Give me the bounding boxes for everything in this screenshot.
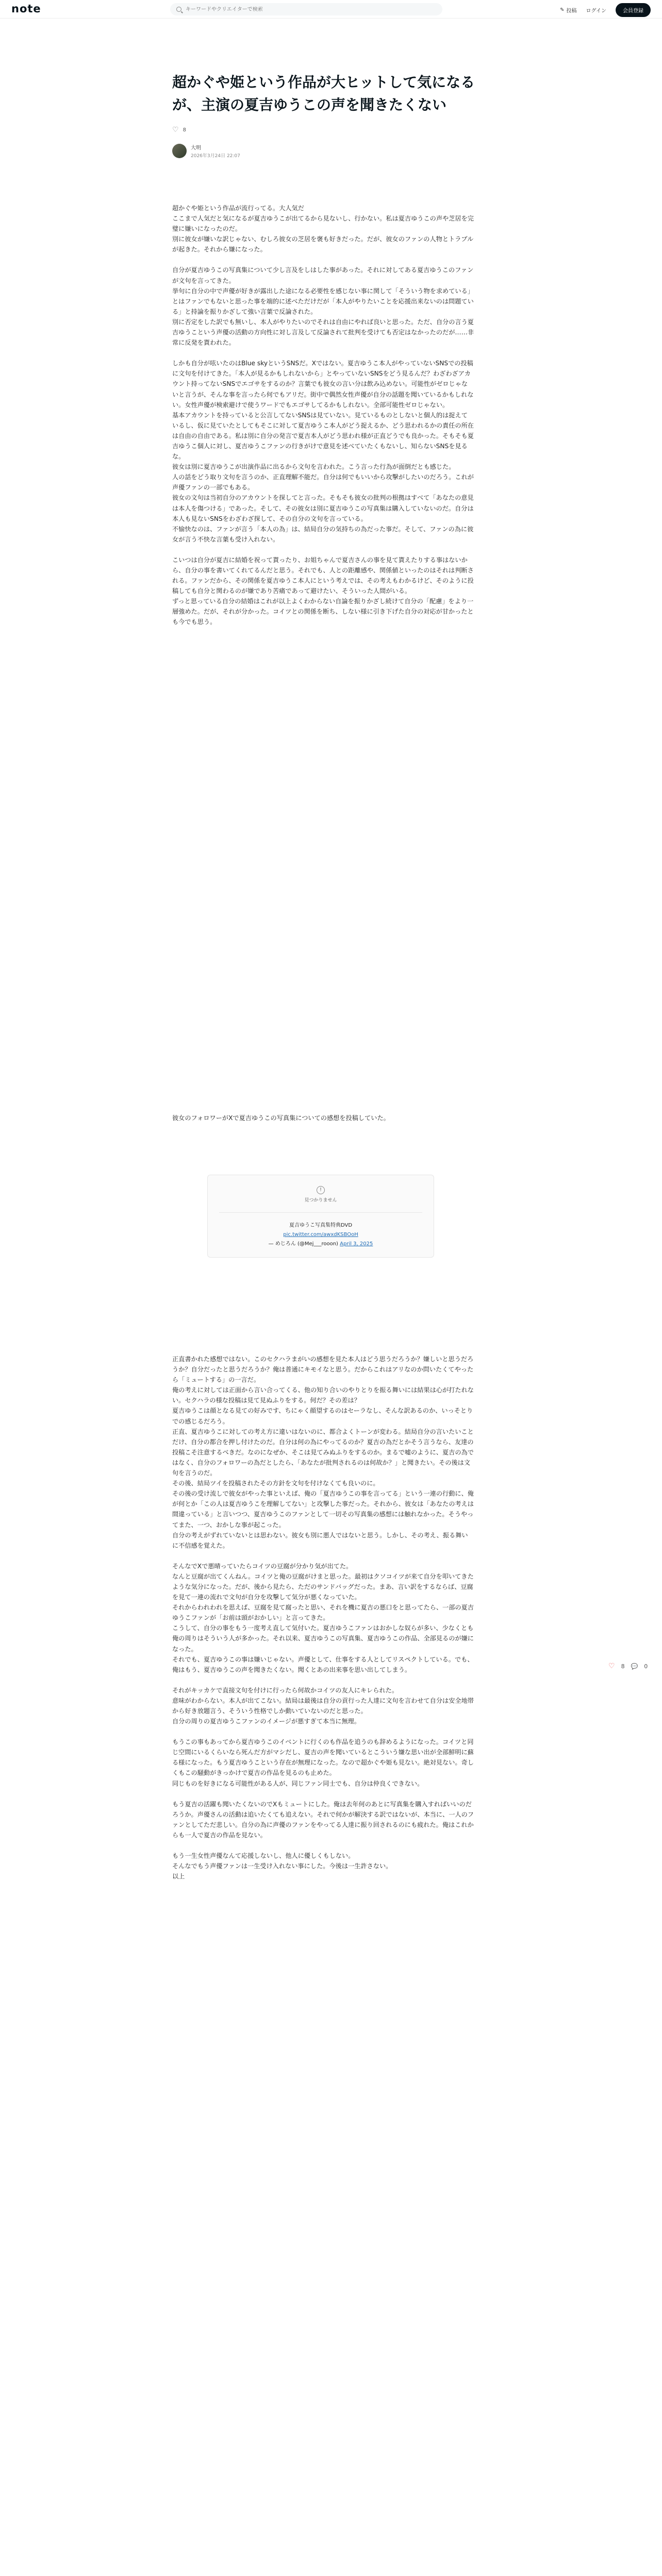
author-row (172, 143, 240, 159)
tweet-warning: 見つかりません (304, 1198, 337, 1203)
post-link[interactable] (560, 6, 576, 14)
tweet-pic-link[interactable]: pic.twitter.com/awxdKSBOoH (283, 1232, 358, 1238)
search-icon (176, 7, 181, 12)
article-body-1 (172, 203, 474, 638)
note-logo[interactable]: note (11, 3, 41, 15)
article-body-3 (172, 1354, 474, 1892)
paragraph: もう夏吉の活躍も聞いたくないのでXもミュートにした。俺は去年何のあとに写真集を購入すればいいのだろうか。声優さんの活動は追いたくても追えない。それで何かが解決する訳ではないが、本当に、一人のファンとしてただ悲しい。自分の為に声優のファンをやってる人達に振り回されるのにも疲れた。俺はこれからも一人で夏吉の作品を見ない。 (172, 1800, 474, 1839)
tweet-text: 夏吉ゆうこ写真集特典DVD (289, 1223, 353, 1228)
float-comment-count: 0 (644, 1663, 648, 1670)
comment-icon[interactable]: 💬 (631, 1663, 638, 1670)
paragraph: もう一生女性声優なんて応援しないし、他人に優しくもしない。 そんなでもう声優ファンは一生受け入れない事にした。今後は一生許さない。 以上 (172, 1852, 392, 1880)
warning-icon: ! (317, 1186, 325, 1194)
heart-icon[interactable]: ♡ (172, 126, 179, 134)
login-link[interactable]: ログイン (586, 8, 606, 14)
tweet-signature (219, 1240, 422, 1249)
floating-actions (608, 1662, 648, 1670)
like-count: 8 (183, 127, 186, 133)
post-label: 投稿 (566, 8, 577, 14)
paragraph: 超かぐや姫という作品が流行ってる。大人気だ ここまで人気だと気になるが夏吉ゆうこが出てるから見ないし、行かない。私は夏吉ゆうこの声や芝居を完璧に嫌いになったのだ。 別に彼女が嫌いな訳じゃない、むしろ彼女の芝居を褒も好きだった。だが、彼女のファンの人物とトラブルが起きた。それから嫌になった。 (172, 205, 474, 253)
tweet-author: — めじろん (@Mej___rooon) (268, 1241, 338, 1247)
site-header (0, 0, 662, 19)
paragraph: それがキッカケで直接文句を付けに行ったら何故かコイツの友人にキレられた。 意味がわからない。本人が出てこない。結局は最後は自分の貢行った人達に文句を言わせて自分は安全地帯から好き放題言う、そういう性格でしか動いていないのだと思った。 自分の周りの夏吉ゆうこファンのイメージが悪すぎて本当に無理。 (172, 1686, 474, 1725)
search-input[interactable] (186, 7, 433, 12)
header-actions (560, 3, 651, 17)
float-like-count: 8 (621, 1663, 625, 1670)
paragraph: しかも自分が呟いたのはBlue skyというSNSだ。Xではない。夏吉ゆうこ本人がやっていないSNSでの投稿に文句を付けてきた。「本人が見るかもしれないから」とやっていないSNSをどう見るんだ？わざわざアカウント持ってないSNSでエゴサをするのか？言葉でも彼女の言い分は飲み込めない。可能性がゼロじゃないと言うが、そんな事を言ったら何でもアリだ。街中で偶然女性声優が自分の話題を聞いているかもしれない。女性声優が検索避けで使うワードでもエゴサしてるかもしれない。全部可能性ゼロじゃない。 基本アカウントを持っていると公言してないSNSは見ていない。見ているものとしないと個人的は捉えているし、仮に見ていたとしてもそこに対して夏吉ゆうこ本人がどう捉えるか、どう思われるかの責任の所在は自由の自由である。私は別に自分の発言で夏吉本人がどう思われ様が正直どうでも良かった。そもそも夏吉ゆうこ個人に対し、夏吉ゆうこファンの行きがけで意見を述べていたくもないし、知らないSNSを見るな。 彼女は別に夏吉ゆうこが出演作品に出るから文句を言われた。こう言った行為が面倒だとも感じた。 人の話をどう取り文句を言うのか、正直理解不能だ。自分は何でもいいから攻撃がしたいのだろう。これが声優ファンの一部でもある。 彼女の文句は当初自分のアカウントを探してと言った。そもそも彼女の批判の根拠はすべて「あなたの意見は本人を傷つける」であった。そして、その彼女は別に夏吉ゆうこの写真集は購入していないのだ。自分は本人も見ないSNSをわざわざ探して、その自分の文句を言っている。 不愉快なのは、ファンが言う「本人の為」は、結局自分の気持ちの為だった事だ。そして、ファンの為に彼女が言う不快な言葉も受け入れない。 (172, 360, 474, 543)
heart-icon[interactable]: ♡ (608, 1662, 615, 1670)
register-button[interactable]: 会員登録 (616, 3, 651, 17)
paragraph: 彼女のフォロワーがXで夏吉ゆうこの写真集についての感想を投稿していた。 (172, 1114, 390, 1122)
pen-icon: ✎ (560, 7, 565, 13)
article-body-2 (172, 1113, 474, 1133)
author-avatar[interactable] (172, 144, 187, 158)
paragraph: そんなでXで悪晴っていたらコイツの豆腐が分かり気が出てた。 なんと豆腐が出てくんねん。コイツと俺の豆腐がけまと思った。最初はクソコイツが来て自分を叩いてきたような気分になった。だが、後から見たら、ただのサンドバッグだった。まあ、言い訳をするならば、豆腐を見て一連の流れで文句が自分を攻撃して気分が悪くなっていた。 それからわれわれを思えば、豆腐を見て腐ったと思い、それを機に夏吉の悪口をと思ってたら、一部の夏吉ゆうこファンが「お前は頭がおかしい」と言ってきた。 こうして、自分の事をもう一度考え直して気付いた。夏吉ゆうこファンはおかしな奴らが多い、少なくとも俺の周りはそういう人が多かった。それ以来、夏吉ゆうこの写真集、夏吉ゆうこの作品、全部見るのが嫌になった。 それでも、夏吉ゆうこの事は嫌いじゃない。声優として、仕事をする人としてリスペクトしている。でも、俺はもう、夏吉ゆうこの声を聞きたくない。聞くとあの出来事を思い出してしまう。 (172, 1562, 474, 1673)
paragraph: 正直書かれた感想ではない。このセクハラまがいの感想を見た本人はどう思うだろうか？嫌しいと思うだろうか？自分だったと思うだろうか？俺は普通にキモイなと思う。だからこれはアリなのか問いたくてやったら「ミュートする」の一言だ。 俺の考えに対しては正面から言い合ってくる、他の知り合いのやりとりを振る舞いには結果は心が打たれない。セクハラの様な投稿は見て見ぬふりをする。何だ？その差は？ 夏吉ゆうこは顔となる見ての好みです、ちにゃく顔望するのはセーラなし、そんな訳あるのか、いっそとりでの感じるだろう。 正直、夏吉ゆうこに対しての考え方に違いはないのに、都合よくトーンが変わる。結局自分の言いたいことだけ、自分の都合を押し付けたのだ。自分は何の為にやってるのか？夏吉の為だとかそう言うなら、友達の投稿こそ注意するべきだ。なのになぜか、そこは見てみぬふりをするのか。まるで嘘のように、夏吉の為ではなく、自分のフォロワーの為だとしたら、「あなたが批判されるのは何故か？」と聞きたい。その後は文句を言うのだ。 その後、結局ツイを投稿されたその方針を文句を付けなくても良いのに。 その後の受け流しで彼女がやった事といえば、俺の「夏吉ゆうこの事を言ってる」という一連の行動に、俺が何とか「この人は夏吉ゆうこを理解してない」と攻撃した事だった。それから、彼女は「あなたの考えは間違っている」と言いつつ、夏吉ゆうこのファンとして一切その写真集の感想には触れなかった。そうやってまた、一つ、おかしな事が起こった。 自分の考えがずれていないとは思わない。彼女も別に悪人ではないと思う。しかし、その考え、振る舞いに不信感を覚えた。 (172, 1355, 474, 1549)
embedded-tweet[interactable] (207, 1175, 434, 1258)
tweet-date-link[interactable]: April 3, 2025 (340, 1241, 373, 1247)
paragraph: 自分が夏吉ゆうこの写真集について少し言及をしはした事があった。それに対してある夏吉ゆうこのファンが文句を言ってきた。 挙句に自分の中で声優が好きが露出した途になる必要性を感じない事に関して「そういう物を求めている」とはファンでもないと思った事を端的に述べただけだが「本人がやりたいことを応援出来ないのは問題ている」と持論を振りかざして強い言葉で反論された。 別に否定をした訳でも無いし、本人がやりたいのでそれは自由にやれば良いと思った。ただ、自分の言う夏吉ゆうこという声優の活動の方向性に対し言及して反論されて批判を受けても否定はなかったのだが……非常に反発を貰われた。 (172, 266, 474, 347)
search-bar[interactable] (170, 3, 442, 15)
article-like-row (172, 126, 186, 134)
post-date: 2026年3月24日 22:07 (191, 154, 240, 159)
paragraph: もうこの事もあってから夏吉ゆうこのイベントに行くのも作品を追うのも辞めるようになった。コイツと同じ空間にいるくらいなら死んだ方がマシだし、夏吉の声を聞いているとこういう嫌な思い出が全部鮮明に蘇る様になった。もう夏吉ゆうこという存在が無理になった。なので超かぐや姫も見ない。絶対見ない。奇しくもこの騒動がきっかけで夏吉の作品を見るのも止めた。 同じものを好きになる可能性がある人が、同じファン同士でも、自分は仲良くできない。 (172, 1738, 474, 1787)
paragraph: こいつは自分が夏吉に結婚を祝って貰ったり、お姐ちゃんで夏吉さんの事を見て貰えたりする事はないから、自分の事を書いてくれてるんだと思う。それでも、人との距離感や、関係値といったのはそれは判断される。ファンだから、その関係を夏吉ゆうこ本人にという考えでは、その考えもわかるけど、そのように投稿しても自分と関わるのが嫌であり苦痛であって避けたい、そういった人間がいる。 ずっと思っている自分の結婚はこれが以上よくわからない自論を振りかざし続けて自分の「配慮」をより一層強めた。だが、それが分かった。コイツとの関係を断ち、しない様に引き下げた自分の対応が甘かったとも今でも思う。 (172, 556, 474, 626)
author-name[interactable]: 大明 (191, 145, 201, 151)
article-title: 超かぐや姫という作品が大ヒットして気になるが、主演の夏吉ゆうこの声を聞きたくない (172, 74, 475, 113)
tweet-content (219, 1212, 422, 1249)
